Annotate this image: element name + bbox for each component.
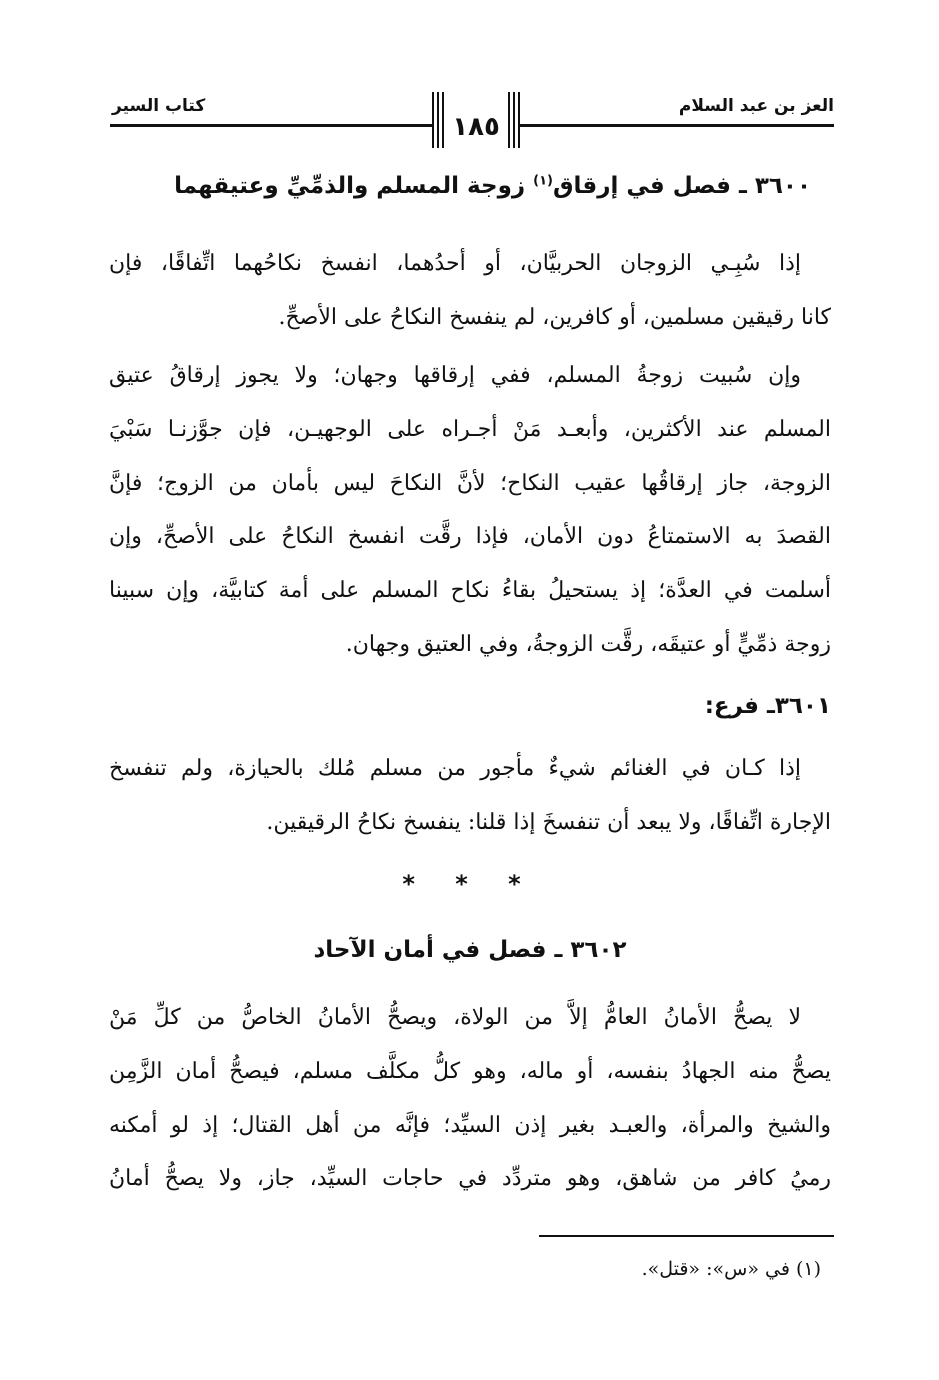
text-line: زوجة ذمِّيٍّ أو عتيقَه، رقَّت الزوجةُ، وفي العتيق وجهان. bbox=[345, 631, 831, 657]
section-3601 bbox=[109, 686, 831, 726]
text-line: إذا كـان في الغنائم شيءٌ مأجور من مسلم مُلك بالحيازة، ولم تنفسخ bbox=[109, 756, 801, 781]
section-heading bbox=[109, 166, 831, 206]
page-number-frame bbox=[432, 92, 520, 148]
section-heading: ٣٦٠١ـ فرع: bbox=[704, 693, 831, 719]
footnote-rule bbox=[539, 1235, 834, 1237]
section-3600 bbox=[109, 166, 831, 206]
text-line: رميُ كافر من شاهق، وهو متردِّد في حاجات السيِّد، جاز، ولا يصحُّ أمانُ bbox=[109, 1166, 831, 1192]
text-line: يصحُّ منه الجهادُ بنفسه، أو ماله، وهو كلُّ مكلَّف مسلم، فيصحُّ أمان الزَّمِن bbox=[109, 1058, 831, 1084]
section-3600-paragraph-2 bbox=[109, 349, 831, 672]
text-line: أسلمت في العدَّة؛ إذ يستحيلُ بقاءُ نكاح المسلم على أمة كتابيَّة، وإن سبينا bbox=[109, 578, 831, 604]
section-heading-title: ٣٦٠٠ ـ فصل في إرقاق bbox=[552, 173, 811, 199]
running-header-book: كتاب السير bbox=[112, 96, 206, 116]
footnote-marker[interactable]: (١) bbox=[533, 173, 553, 189]
text-line: إذا سُبِـي الزوجان الحربيَّان، أو أحدُهما، انفسخ نكاحُهما اتِّفاقًا، فإن bbox=[109, 251, 801, 276]
section-heading: ٣٦٠٢ ـ فصل في أمان الآحاد bbox=[313, 937, 627, 963]
section-3602-paragraph-1 bbox=[109, 991, 831, 1206]
header-rule-right bbox=[520, 124, 834, 127]
text-line: لا يصحُّ الأمانُ العامُّ إلاَّ من الولاة، ويصحُّ الأمانُ الخاصُّ من كلِّ مَنْ bbox=[109, 1005, 801, 1030]
section-3600-paragraph-1 bbox=[109, 237, 831, 345]
text-line: المسلم عند الأكثرين، وأبعـد مَنْ أجـراه على الوجهيـن، فإن جوَّزنـا سَبْيَ bbox=[109, 416, 831, 442]
running-header-author: العز بن عبد السلام bbox=[678, 96, 834, 116]
text-line: الإجارة اتِّفاقًا، ولا يبعد أن تنفسخَ إذا قلنا: ينفسخ نكاحُ الرقيقين. bbox=[266, 809, 831, 835]
footnote: (١) في «س»: «قتل». bbox=[641, 1258, 821, 1280]
section-3602 bbox=[109, 930, 831, 970]
text-line: والشيخ والمرأة، والعبـد بغير إذن السيِّد؛ فإنَّه من أهل القتال؛ إذ لو أمكنه bbox=[109, 1112, 831, 1138]
section-heading-title-rest: زوجة المسلم والذمِّيِّ وعتيقهما bbox=[174, 173, 534, 199]
section-3601-paragraph-1 bbox=[109, 742, 831, 850]
section-separator: * * * bbox=[402, 870, 537, 898]
text-line: الزوجة، جاز إرقاقُها عقيب النكاح؛ لأنَّ النكاحَ ليس بأمان من الزوج؛ فإنَّ bbox=[109, 470, 831, 496]
text-line: كانا رقيقين مسلمين، أو كافرين، لم ينفسخ النكاحُ على الأصحِّ. bbox=[278, 304, 831, 330]
text-line: القصدَ به الاستمتاعُ دون الأمان، فإذا رقَّت انفسخ النكاحُ على الأصحِّ، وإن bbox=[109, 524, 831, 550]
header-rule-left bbox=[110, 124, 432, 127]
text-line: وإن سُبيت زوجةُ المسلم، ففي إرقاقها وجهان؛ ولا يجوز إرقاقُ عتيق bbox=[109, 363, 801, 388]
page-number: ١٨٥ bbox=[452, 112, 500, 142]
